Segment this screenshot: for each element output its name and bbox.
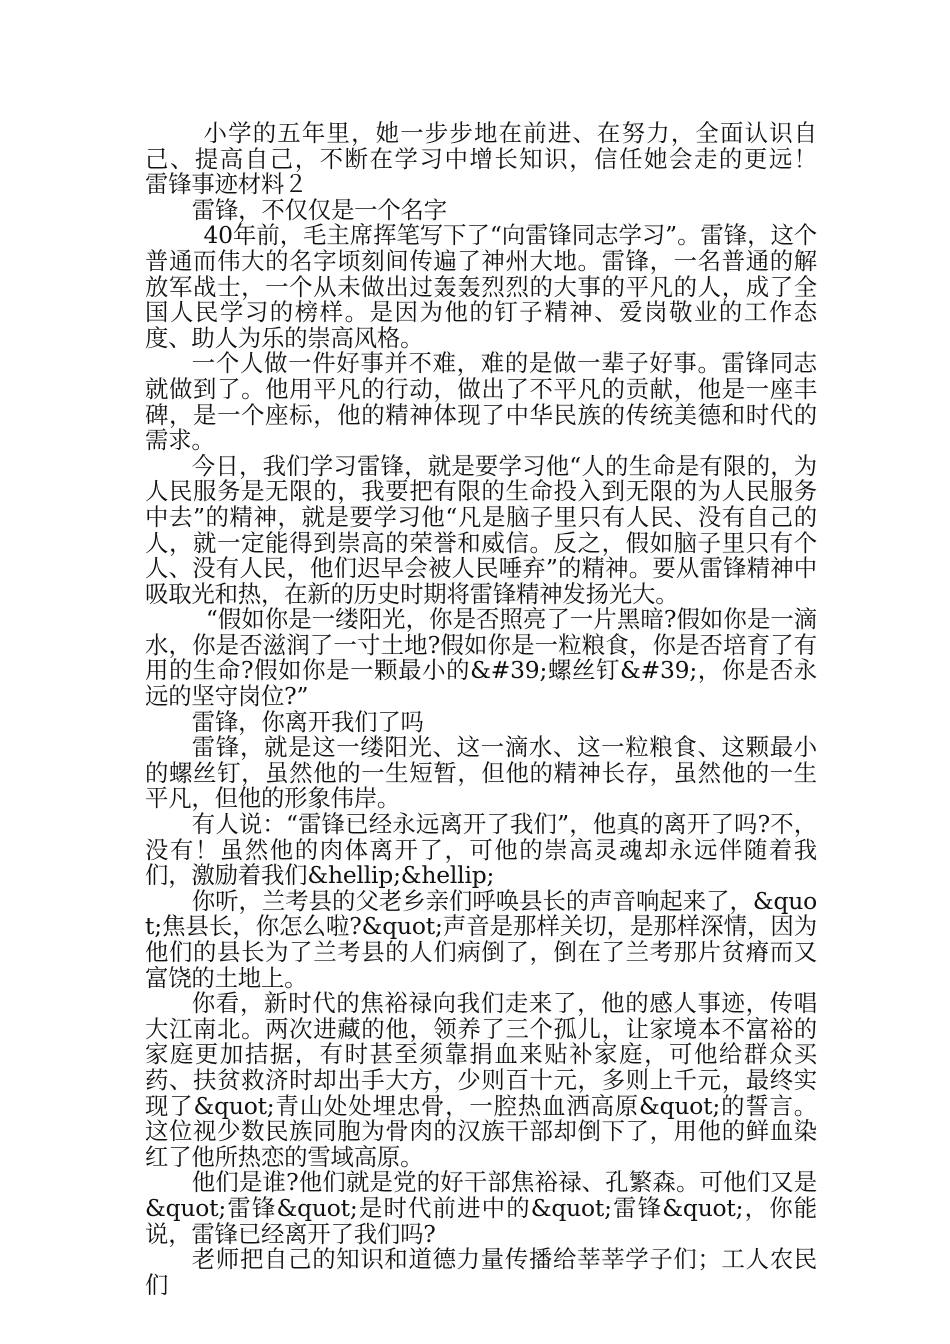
paragraph: 雷锋，就是这一缕阳光、这一滴水、这一粒粮食、这颗最小的螺丝钉，虽然他的一生短暂，但他的精神长存，虽然他的一生平凡，但他的形象伟岸。 [145,733,817,813]
document-body [145,119,864,1299]
paragraph: 小学的五年里，她一步步地在前进、在努力，全面认识自己、提高自己，不断在学习中增长知识，信任她会走的更远！ 雷锋事迹材料２ [145,119,864,199]
paragraph: 他们是谁?他们就是党的好干部焦裕禄、孔繁森。可他们又是&quot;雷锋&quot;是时代前进中的&quot;雷锋&quot;，你能说，雷锋已经离开了我们吗? [145,1168,817,1248]
section-heading: 雷锋，你离开我们了吗 [191,707,424,736]
paragraph: 有人说：“雷锋已经永远离开了我们”，他真的离开了吗?不，没有！虽然他的肉体离开了，可他的崇高灵魂却永远伴随着我们，激励着我们&hellip;&hellip; [145,810,817,890]
paragraph: 你听，兰考县的父老乡亲们呼唤县长的声音响起来了，&quot;焦县长，你怎么啦?&quot;声音是那样关切，是那样深情，因为他们的县长为了兰考县的人们病倒了，倒在了兰考那片贫瘠而又富饶的土地上。 [145,886,817,992]
paragraph: “假如你是一缕阳光，你是否照亮了一片黑暗?假如你是一滴水，你是否滋润了一寸土地?假如你是一粒粮食，你是否培育了有用的生命?假如你是一颗最小的&#39;螺丝钉&#39;，你是否永远的坚守岗位?” [145,605,817,711]
section-heading: 雷锋，不仅仅是一个名字 [191,195,447,224]
paragraph: 一个人做一件好事并不难，难的是做一辈子好事。雷锋同志就做到了。他用平凡的行动，做出了不平凡的贡献，他是一座丰碑，是一个座标，他的精神体现了中华民族的传统美德和时代的需求。 [145,349,817,455]
paragraph: 40年前，毛主席挥笔写下了“向雷锋同志学习”。雷锋，这个普通而伟大的名字顷刻间传遍了神州大地。雷锋，一名普通的解放军战士，一个从未做出过轰轰烈烈的大事的平凡的人，成了全国人民学习的榜样。是因为他的钉子精神、爱岗敬业的工作态度、助人为乐的崇高风格。 [145,221,817,352]
paragraph: 老师把自己的知识和道德力量传播给莘莘学子们；工人农民们 [145,1245,817,1299]
paragraph: 你看，新时代的焦裕禄向我们走来了，他的感人事迹，传唱大江南北。两次进藏的他，领养了三个孤儿，让家境本不富裕的家庭更加拮据，有时甚至须靠捐血来贴补家庭，可他给群众买药、扶贫救济时却出手大方，少则百十元，多则上千元，最终实现了&quot;青山处处埋忠骨，一腔热血洒高原&quot;的誓言。这位视少数民族同胞为骨肉的汉族干部却倒下了，用他的鲜血染红了他所热恋的雪域高原。 [145,989,817,1171]
paragraph: 今日，我们学习雷锋，就是要学习他“人的生命是有限的，为人民服务是无限的，我要把有限的生命投入到无限的为人民服务中去”的精神，就是要学习他“凡是脑子里只有人民、没有自己的人，就一定能得到崇高的荣誉和威信。反之，假如脑子里只有个人、没有人民，他们迟早会被人民唾弃”的精神。要从雷锋精神中吸取光和热，在新的历史时期将雷锋精神发扬光大。 [145,451,817,608]
